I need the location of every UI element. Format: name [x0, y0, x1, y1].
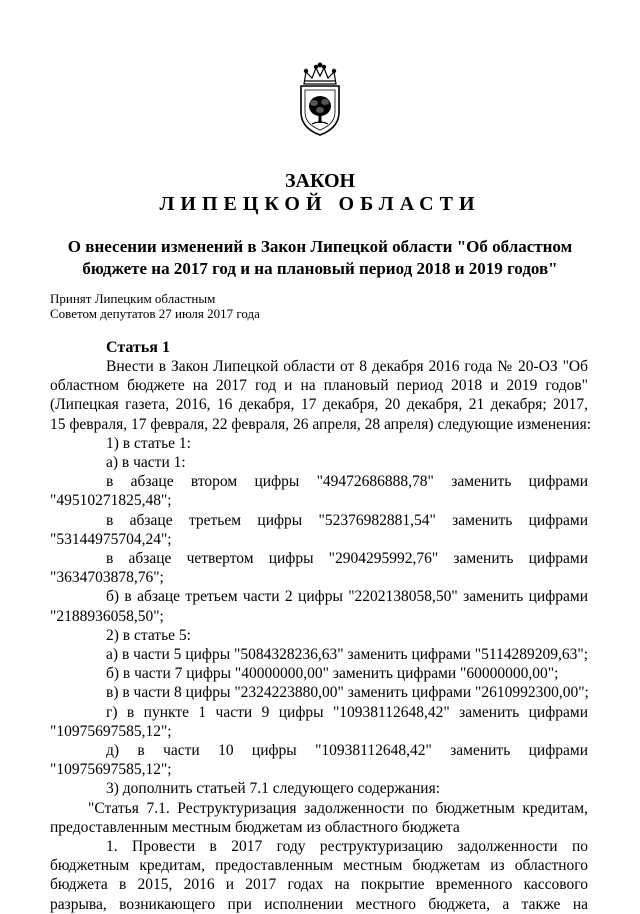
text-line: бюджетным кредитам, предоставленным местным бюджетам из областного	[50, 857, 588, 875]
text-line: разрыва, возникающего при исполнении местного бюджета, а также на	[50, 895, 588, 913]
text-line: д) в части 10 цифры "10938112648,42" заменить цифрами	[106, 742, 588, 759]
text-line: "49510271825,48";	[50, 492, 172, 510]
text-line: предоставленным местным бюджетам из областного бюджета	[50, 818, 460, 836]
text-line: бюджета в 2015, 2016 и 2017 годах на покрытие временного кассового	[50, 876, 588, 894]
coat-of-arms-emblem	[292, 62, 348, 138]
text-line: 3) дополнить статьей 7.1 следующего содержания:	[106, 780, 440, 798]
text-line: в абзаце втором цифры "49472686888,78" заменить цифрами	[106, 473, 588, 491]
text-line: в абзаце третьем цифры "52376982881,54" заменить цифрами	[106, 511, 588, 529]
text-line: а) в части 5 цифры "5084328236,63" заменить цифрами "5114289209,63";	[106, 646, 588, 663]
text-line: 1) в статье 1:	[106, 434, 191, 452]
text-line: "2188936058,50";	[50, 607, 164, 625]
text-line: 1. Провести в 2017 году реструктуризацию задолженности по	[106, 838, 588, 855]
text-line: "10975697585,12";	[50, 761, 172, 779]
text-line: 15 февраля, 17 февраля, 22 февраля, 26 апреля, 28 апреля) следующие изменения:	[50, 415, 592, 433]
law-subtitle	[60, 236, 580, 280]
text-line: б) в абзаце третьем части 2 цифры "2202138058,50" заменить цифрами	[106, 588, 588, 606]
region-title: ЛИПЕЦКОЙ ОБЛАСТИ	[159, 193, 481, 215]
adoption-line: Принят Липецким областным	[50, 291, 216, 306]
text-line: г) в пункте 1 части 9 цифры "10938112648,42" заменить цифрами	[106, 703, 588, 721]
text-line: а) в части 1:	[106, 454, 186, 471]
text-line: "3634703878,76";	[50, 569, 164, 587]
adoption-note	[50, 291, 260, 321]
text-line: "10975697585,12";	[50, 722, 172, 740]
adoption-line: Советом депутатов 27 июля 2017 года	[50, 306, 260, 321]
text-line: Внести в Закон Липецкой области от 8 декабря 2016 года № 20-ОЗ "Об	[106, 358, 588, 375]
text-line: "Статья 7.1. Реструктуризация задолженности по бюджетным кредитам,	[88, 799, 588, 817]
crown-icon	[304, 63, 336, 84]
article-heading: Статья 1	[106, 339, 170, 356]
law-title: ЗАКОН	[284, 170, 356, 192]
text-line: в абзаце четвертом цифры "2904295992,76" заменить цифрами	[106, 550, 588, 567]
text-line: (Липецкая газета, 2016, 16 декабря, 17 декабря, 20 декабря, 21 декабря; 2017,	[50, 396, 588, 414]
text-line: б) в части 7 цифры "40000000,00" заменить цифрами "60000000,00";	[106, 665, 559, 683]
text-line: областном бюджете на 2017 год и на плановый период 2018 и 2019 годов"	[50, 377, 588, 395]
subtitle-line: О внесении изменений в Закон Липецкой области "Об областном	[67, 237, 573, 256]
text-line: 2) в статье 5:	[106, 626, 191, 644]
subtitle-line: бюджете на 2017 год и на плановый период 2018 и 2019 годов"	[82, 259, 558, 278]
text-line: в) в части 8 цифры "2324223880,00" заменить цифрами "2610992300,00";	[106, 684, 589, 702]
text-line: "53144975704,24";	[50, 530, 172, 548]
